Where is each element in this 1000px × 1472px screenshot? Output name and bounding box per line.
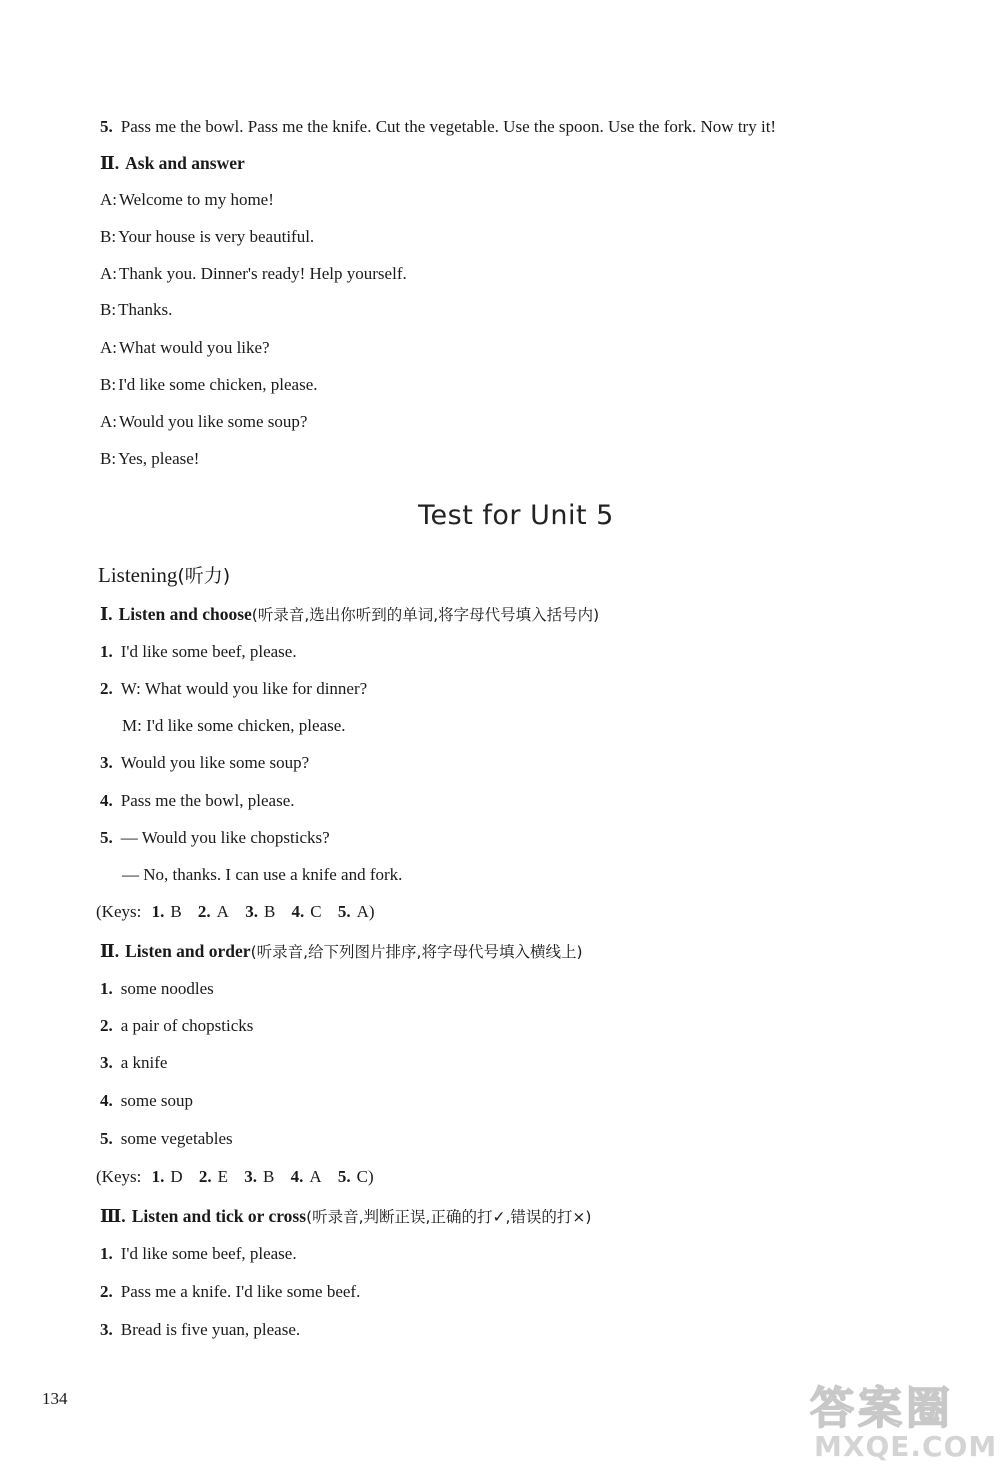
heading-numeral: Ⅰ. (100, 604, 113, 624)
section-heading-ask-answer (100, 152, 245, 174)
exercise-item (100, 116, 776, 138)
speaker-label: A: (100, 412, 117, 431)
key-number: 5. (337, 902, 351, 921)
key-answer: B (263, 902, 276, 921)
keys-prefix: (Keys: (96, 1167, 142, 1186)
dialogue-text: Welcome to my home! (119, 190, 274, 209)
key-number: 1. (151, 902, 165, 921)
dialogue-line (100, 263, 407, 285)
exercise-item (100, 1015, 253, 1037)
item-number: 5. (100, 828, 113, 847)
speaker-label: B: (100, 227, 117, 246)
exercise-item (100, 790, 295, 812)
item-text: — Would you like chopsticks? (120, 828, 330, 847)
key-number: 1. (151, 1167, 165, 1186)
item-number: 1. (100, 1244, 113, 1263)
dialogue-line (100, 189, 274, 211)
part-heading-listen-choose (100, 603, 599, 626)
item-number: 1. (100, 979, 113, 998)
heading-title: Listen and order (125, 941, 251, 961)
heading-title: Listen and choose (118, 604, 252, 624)
key-answer: C) (356, 1167, 374, 1186)
key-number: 5. (337, 1167, 351, 1186)
dialogue-text: I'd like some chicken, please. (118, 375, 318, 394)
watermark-logo (810, 1372, 998, 1467)
dialogue-line (100, 448, 199, 470)
item-number: 5. (100, 1129, 113, 1148)
section-title-cn: (听力) (177, 565, 231, 587)
exercise-item (100, 752, 309, 774)
speaker-label: B: (100, 300, 117, 319)
key-answer: D (170, 1167, 183, 1186)
heading-numeral: Ⅲ. (100, 1206, 126, 1226)
heading-instruction: (听录音,判断正误,正确的打✓,错误的打×) (306, 1208, 592, 1226)
exercise-item (122, 715, 346, 737)
item-number: 3. (100, 1053, 113, 1072)
item-number: 2. (100, 679, 113, 698)
item-text: a pair of chopsticks (120, 1016, 254, 1035)
dialogue-line (100, 411, 307, 433)
part-heading-listen-order (100, 940, 583, 963)
heading-numeral: Ⅱ. (100, 941, 120, 961)
key-answer: E (217, 1167, 228, 1186)
item-text: Would you like some soup? (120, 753, 310, 772)
exercise-item (122, 864, 402, 886)
part-heading-tick-cross (100, 1205, 591, 1228)
exercise-item (100, 827, 330, 849)
item-text: — No, thanks. I can use a knife and fork. (122, 865, 403, 884)
answer-keys (96, 901, 375, 923)
test-title: Test for Unit 5 (418, 500, 614, 531)
exercise-item (100, 1052, 167, 1074)
key-answer: A) (356, 902, 375, 921)
exercise-item (100, 1090, 193, 1112)
watermark-text: 答案圈 (810, 1383, 954, 1434)
item-text: a knife (120, 1053, 168, 1072)
heading-instruction: (听录音,给下列图片排序,将字母代号填入横线上) (250, 943, 583, 961)
dialogue-text: Thank you. Dinner's ready! Help yourself. (119, 264, 407, 283)
page-number: 134 (42, 1389, 68, 1408)
item-number: 3. (100, 1320, 113, 1339)
dialogue-line (100, 337, 270, 359)
exercise-item (100, 1319, 300, 1341)
item-number: 1. (100, 642, 113, 661)
item-number: 3. (100, 753, 113, 772)
key-number: 2. (198, 1167, 212, 1186)
key-number: 4. (291, 902, 305, 921)
item-text: M: I'd like some chicken, please. (122, 716, 346, 735)
item-text: I'd like some beef, please. (120, 1244, 297, 1263)
keys-prefix: (Keys: (96, 902, 142, 921)
item-number: 2. (100, 1282, 113, 1301)
section-title-listening (98, 561, 230, 588)
item-text: I'd like some beef, please. (120, 642, 297, 661)
item-number: 4. (100, 1091, 113, 1110)
exercise-item (100, 678, 367, 700)
item-text: some vegetables (120, 1129, 233, 1148)
watermark-url: MXQE.COM (814, 1430, 998, 1463)
item-number: 4. (100, 791, 113, 810)
item-number: 2. (100, 1016, 113, 1035)
exercise-item (100, 1128, 233, 1150)
dialogue-text: What would you like? (119, 338, 270, 357)
section-title-text: Listening (98, 563, 178, 587)
item-text: some soup (120, 1091, 193, 1110)
dialogue-text: Your house is very beautiful. (118, 227, 315, 246)
key-answer: A (216, 902, 229, 921)
item-text: Pass me the bowl, please. (120, 791, 295, 810)
speaker-label: A: (100, 190, 117, 209)
speaker-label: B: (100, 449, 117, 468)
speaker-label: B: (100, 375, 117, 394)
dialogue-line (100, 226, 314, 248)
dialogue-line (100, 374, 318, 396)
dialogue-line (100, 299, 172, 321)
item-text: Pass me a knife. I'd like some beef. (120, 1282, 361, 1301)
speaker-label: A: (100, 264, 117, 283)
key-answer: B (263, 1167, 275, 1186)
key-answer: C (310, 902, 322, 921)
exercise-item (100, 641, 297, 663)
item-text: Pass me the bowl. Pass me the knife. Cut the vegetable. Use the spoon. Use the fork. Now try it! (120, 117, 777, 136)
key-number: 3. (245, 902, 258, 921)
heading-instruction: (听录音,选出你听到的单词,将字母代号填入括号内) (251, 606, 600, 624)
dialogue-text: Yes, please! (118, 449, 200, 468)
heading-title: Listen and tick or cross (131, 1206, 307, 1226)
key-answer: B (170, 902, 182, 921)
speaker-label: A: (100, 338, 117, 357)
exercise-item (100, 1243, 297, 1265)
item-text: Bread is five yuan, please. (120, 1320, 301, 1339)
heading-numeral: Ⅱ. (100, 153, 120, 173)
key-answer: A (309, 1167, 322, 1186)
item-text: W: What would you like for dinner? (120, 679, 368, 698)
exercise-item (100, 1281, 360, 1303)
key-number: 3. (244, 1167, 257, 1186)
item-text: some noodles (120, 979, 214, 998)
key-number: 4. (290, 1167, 304, 1186)
key-number: 2. (197, 902, 211, 921)
answer-keys (96, 1166, 374, 1188)
heading-title: Ask and answer (125, 153, 245, 173)
item-number: 5. (100, 117, 113, 136)
exercise-item (100, 978, 214, 1000)
dialogue-text: Thanks. (118, 300, 173, 319)
dialogue-text: Would you like some soup? (119, 412, 308, 431)
